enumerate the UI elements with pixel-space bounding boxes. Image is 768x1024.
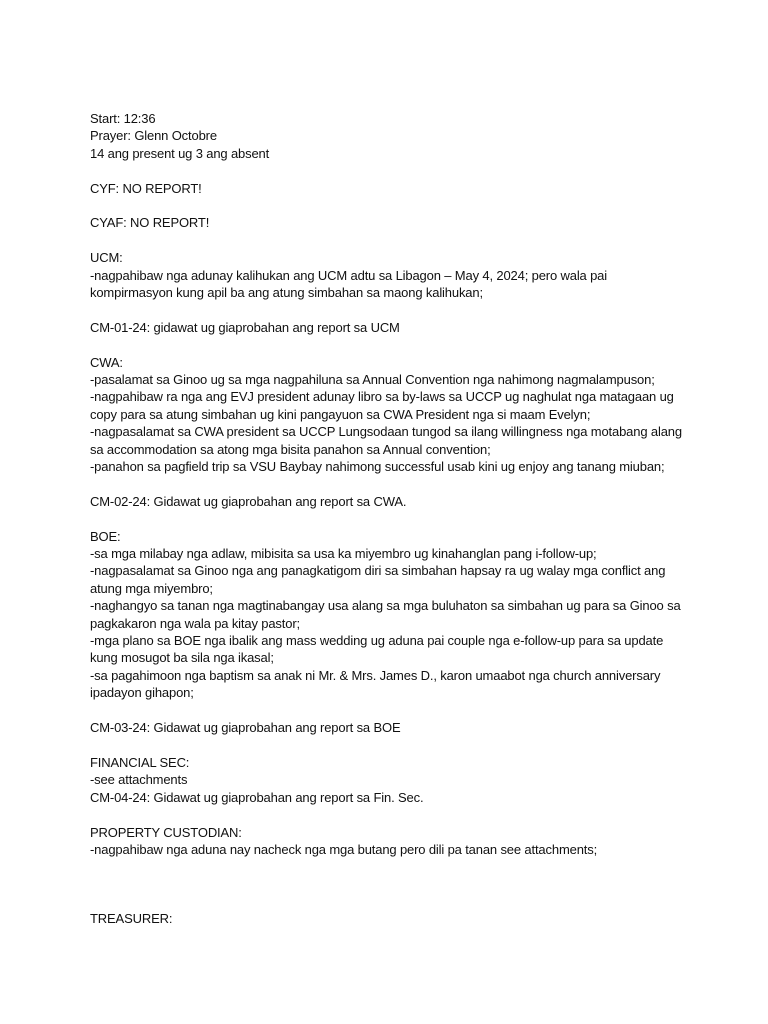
boe-line: kung mosugot ba sila nga ikasal;: [90, 650, 274, 666]
boe-line: -sa pagahimoon nga baptism sa anak ni Mr. & Mrs. James D., karon umaabot nga church anniversary: [90, 667, 661, 683]
cwa-line: -panahon sa pagfield trip sa VSU Baybay nahimong successful usab kini ug enjoy ang tanang miuban;: [90, 459, 665, 475]
financial-heading: FINANCIAL SEC:: [90, 754, 190, 770]
boe-motion: CM-03-24: Gidawat ug giaprobahan ang report sa BOE: [90, 720, 401, 736]
cyaf-heading: CYAF: NO REPORT!: [90, 215, 210, 231]
cwa-line: copy para sa atung simbahan ug kini pangayuon sa CWA President nga si maam Evelyn;: [90, 406, 591, 422]
boe-line: -sa mga milabay nga adlaw, mibisita sa usa ka miyembro ug kinahanglan pang i-follow-up;: [90, 546, 597, 562]
meeting-minutes: [90, 110, 690, 928]
treasurer-heading: TREASURER:: [90, 911, 173, 927]
financial-line: -see attachments: [90, 772, 188, 788]
boe-line: -mga plano sa BOE nga ibalik ang mass wedding ug aduna pai couple nga e-follow-up para sa update: [90, 633, 664, 649]
ucm-heading: UCM:: [90, 250, 123, 266]
cwa-line: sa accommodation sa atong mga bisita panahon sa Annual convention;: [90, 441, 491, 457]
cwa-heading: CWA:: [90, 354, 123, 370]
boe-line: -naghangyo sa tanan nga magtinabangay usa alang sa mga buluhaton sa simbahan ug para sa Ginoo sa: [90, 598, 681, 614]
financial-motion: CM-04-24: Gidawat ug giaprobahan ang report sa Fin. Sec.: [90, 789, 424, 805]
boe-heading: BOE:: [90, 528, 121, 544]
cwa-line: -pasalamat sa Ginoo ug sa mga nagpahiluna sa Annual Convention nga nahimong nagmalampuson;: [90, 372, 655, 388]
cwa-line: -nagpasalamat sa CWA president sa UCCP Lungsodaan tungod sa ilang willingness nga motabang alang: [90, 424, 682, 440]
cwa-motion: CM-02-24: Gidawat ug giaprobahan ang report sa CWA.: [90, 493, 407, 509]
boe-line: atung mga miyembro;: [90, 580, 213, 596]
attendance-line: 14 ang present ug 3 ang absent: [90, 145, 270, 161]
ucm-motion: CM-01-24: gidawat ug giaprobahan ang report sa UCM: [90, 319, 400, 335]
ucm-line: kompirmasyon kung apil ba ang atung simbahan sa maong kalihukan;: [90, 285, 483, 301]
ucm-line: -nagpahibaw nga adunay kalihukan ang UCM adtu sa Libagon – May 4, 2024; pero wala pai: [90, 267, 608, 283]
boe-line: -nagpasalamat sa Ginoo nga ang panagkatigom diri sa simbahan hapsay ra ug walay mga conflict ang: [90, 563, 666, 579]
cwa-line: -nagpahibaw ra nga ang EVJ president adunay libro sa by-laws sa UCCP ug naghulat nga matagaan ug: [90, 389, 674, 405]
property-line: -nagpahibaw nga aduna nay nacheck nga mga butang pero dili pa tanan see attachments;: [90, 841, 598, 857]
property-heading: PROPERTY CUSTODIAN:: [90, 824, 242, 840]
boe-line: ipadayon gihapon;: [90, 685, 194, 701]
boe-line: pagkakaron nga wala pa kitay pastor;: [90, 615, 300, 631]
start-time: Start: 12:36: [90, 111, 156, 126]
prayer-line: Prayer: Glenn Octobre: [90, 128, 217, 144]
cyf-heading: CYF: NO REPORT!: [90, 180, 202, 196]
